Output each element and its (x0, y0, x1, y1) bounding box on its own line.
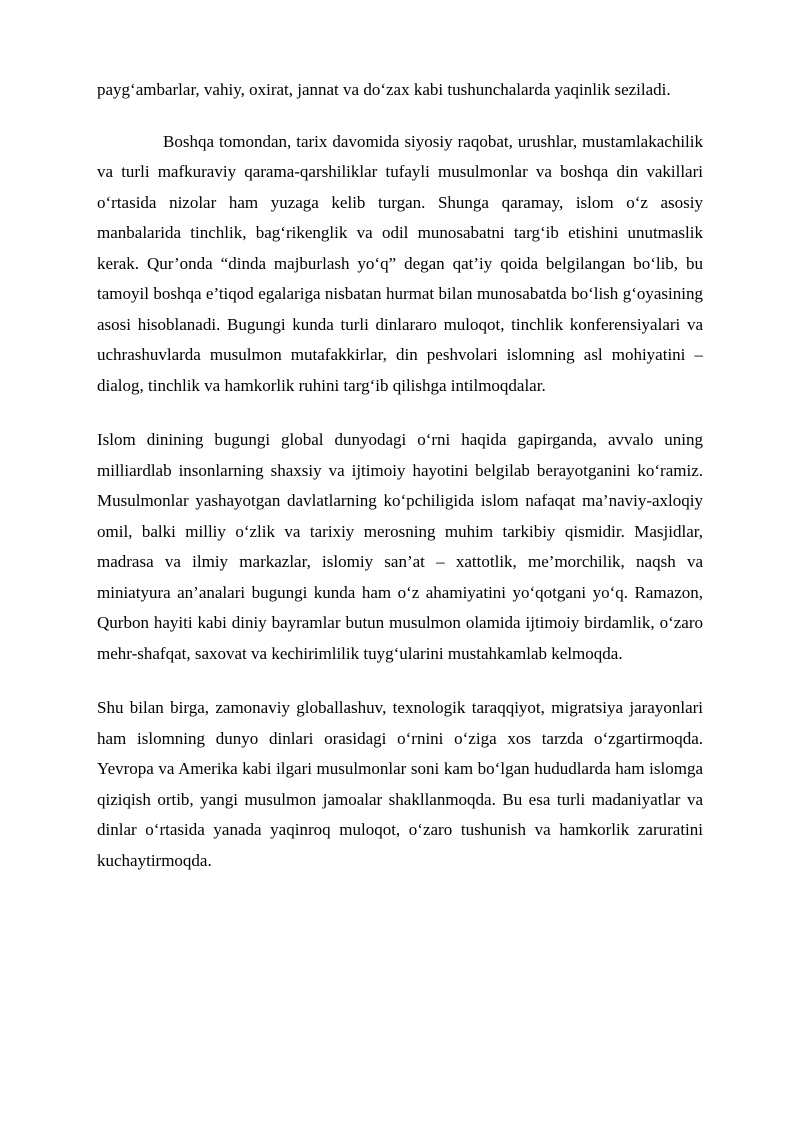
document-page (97, 75, 703, 876)
paragraph-islam-global-role: Islom dinining bugungi global dunyodagi o‘rni haqida gapirganda, avvalo uning milliardlab insonlarning shaxsiy va ijtimoiy hayotini belgilab berayotganini ko‘ramiz. Musulmonlar yashayotgan davlatlarning ko‘pchiligida islom nafaqat ma’naviy-axloqiy omil, balki milliy o‘zlik va tarixiy merosning muhim tarkibiy qismidir. Masjidlar, madrasa va ilmiy markazlar, islomiy san’at – xattotlik, me’morchilik, naqsh va miniatyura an’analari bugungi kunda ham o‘z ahamiyatini yo‘qotgani yo‘q. Ramazon, Qurbon hayiti kabi diniy bayramlar butun musulmon olamida ijtimoiy birdamlik, o‘zaro mehr-shafqat, saxovat va kechirimlilik tuyg‘ularini mustahkamlab kelmoqda. (97, 430, 703, 663)
paragraph-globalization: Shu bilan birga, zamonaviy globallashuv, texnologik taraqqiyot, migratsiya jarayonlari ham islomning dunyo dinlari orasidagi o‘rnini o‘ziga xos tarzda o‘zgartirmoqda. Yevropa va Amerika kabi ilgari musulmonlar soni kam bo‘lgan hududlarda ham islomga qiziqish ortib, yangi musulmon jamoalar shakllanmoqda. Bu esa turli madaniyatlar va dinlar o‘rtasida yanada yaqinroq muloqot, o‘zaro tushunish va hamkorlik zaruratini kuchaytirmoqda. (97, 698, 703, 870)
paragraph-interfaith-relations: Boshqa tomondan, tarix davomida siyosiy raqobat, urushlar, mustamlakachilik va turli mafkuraviy qarama-qarshiliklar tufayli musulmonlar va boshqa din vakillari o‘rtasida nizolar ham yuzaga kelib turgan. Shunga qaramay, islom o‘z asosiy manbalarida tinchlik, bag‘rikenglik va odil munosabatni targ‘ib etishini unutmaslik kerak. Qur’onda “dinda majburlash yo‘q” degan qat’iy qoida belgilangan bo‘lib, bu tamoyil boshqa e’tiqod egalariga nisbatan hurmat bilan munosabatda bo‘lish g‘oyasining asosi hisoblanadi. Bugungi kunda turli dinlararo muloqot, tinchlik konferensiyalari va uchrashuvlarda musulmon mutafakkirlar, din peshvolari islomning asl mohiyatini – dialog, tinchlik va hamkorlik ruhini targ‘ib qilishga intilmoqdalar. (97, 131, 703, 395)
paragraph-continuation: payg‘ambarlar, vahiy, oxirat, jannat va do‘zax kabi tushunchalarda yaqinlik seziladi. (97, 80, 671, 99)
